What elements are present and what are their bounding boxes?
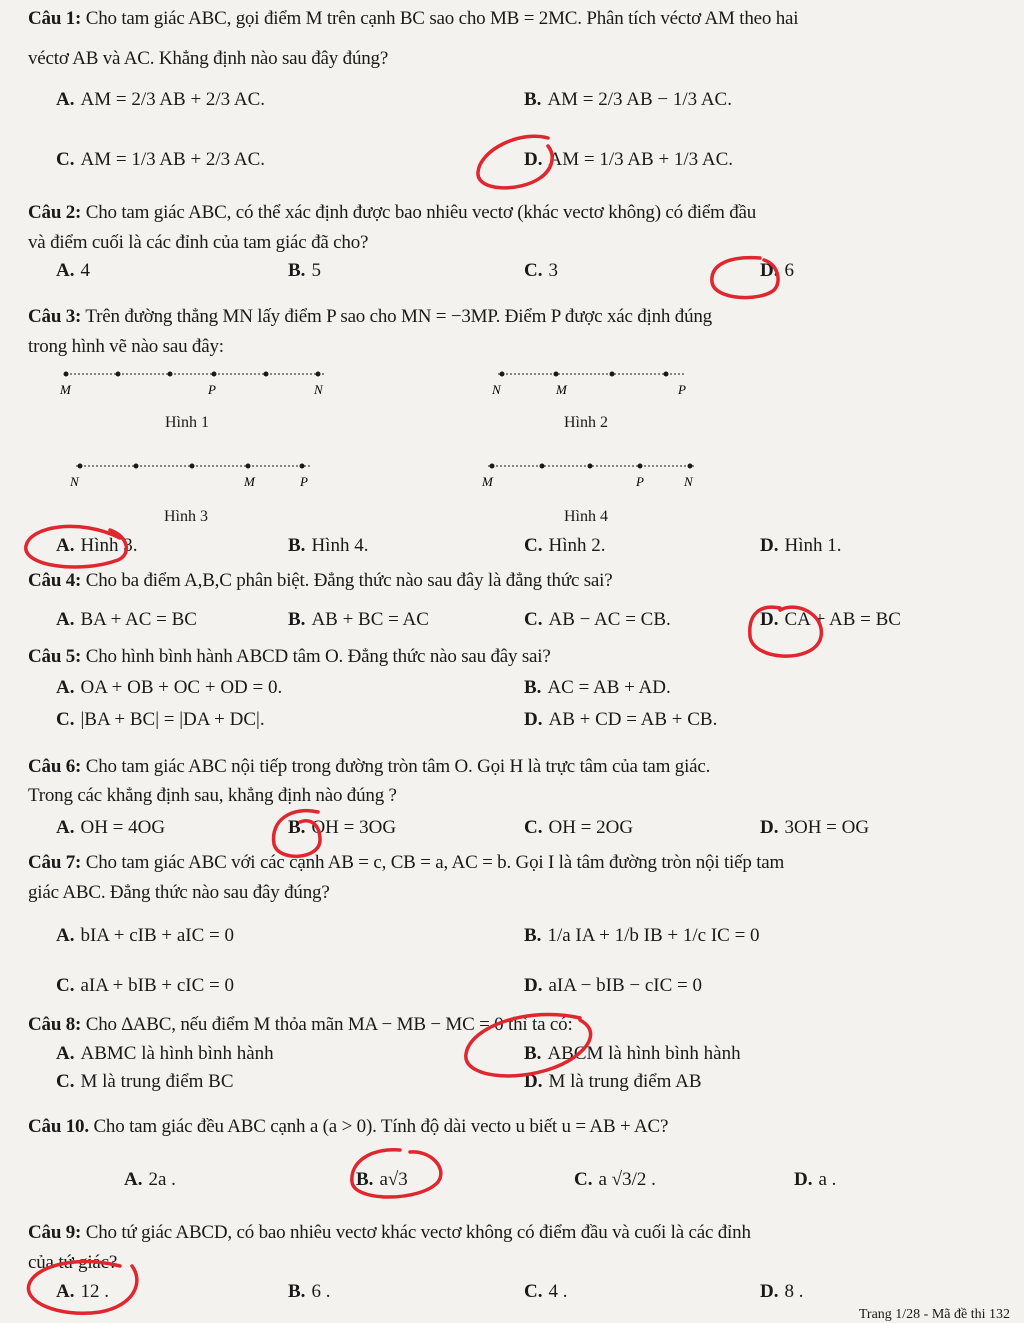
page-footer: Trang 1/28 - Mã đề thi 132 <box>858 1307 1010 1322</box>
option-text: a √3/2 . <box>598 1169 656 1190</box>
option-text: Hình 4. <box>311 535 369 556</box>
fig3-left-label: N <box>70 474 79 489</box>
q5-option-b[interactable] <box>524 674 671 702</box>
q2-option-b[interactable] <box>288 257 321 285</box>
option-letter: A. <box>56 925 75 946</box>
fig4-caption: Hình 4 <box>564 508 608 525</box>
option-text: a . <box>818 1169 837 1190</box>
q6-option-a[interactable] <box>56 814 165 842</box>
option-letter: C. <box>574 1169 593 1190</box>
option-letter: D. <box>794 1169 813 1190</box>
q7-option-c[interactable] <box>56 972 234 1000</box>
option-letter: A. <box>56 535 75 556</box>
fig3-caption: Hình 3 <box>164 508 208 525</box>
q10-label: Câu 10. <box>28 1116 89 1137</box>
option-text: 3OH = OG <box>784 817 870 838</box>
q1-option-c[interactable] <box>56 146 265 174</box>
option-text: OH = 4OG <box>80 817 166 838</box>
q2-option-c[interactable] <box>524 257 558 285</box>
option-letter: B. <box>524 89 542 110</box>
option-text: a√3 <box>379 1169 408 1190</box>
option-letter: B. <box>288 609 306 630</box>
option-letter: D. <box>760 609 779 630</box>
q3-option-d[interactable] <box>760 532 841 560</box>
option-letter: B. <box>356 1169 374 1190</box>
figure-4 <box>478 458 708 490</box>
option-text: 2a . <box>148 1169 176 1190</box>
q8-stem-line1 <box>28 1010 573 1040</box>
option-letter: C. <box>524 535 543 556</box>
option-letter: C. <box>524 817 543 838</box>
option-text: Hình 3. <box>80 535 138 556</box>
q8-option-b[interactable] <box>524 1040 741 1068</box>
option-letter: D. <box>524 709 543 730</box>
option-text: 4 <box>80 260 90 281</box>
q7-option-d[interactable] <box>524 972 702 1000</box>
option-letter: A. <box>56 260 75 281</box>
q10-option-d[interactable] <box>794 1166 836 1194</box>
option-letter: C. <box>524 1281 543 1302</box>
option-text: aIA + bIB + cIC = 0 <box>80 975 234 996</box>
option-text: 8 . <box>784 1281 804 1302</box>
q5-text1: Cho hình bình hành ABCD tâm O. Đẳng thức nào sau đây sai? <box>85 646 551 667</box>
option-letter: B. <box>524 677 542 698</box>
option-letter: D. <box>524 1071 543 1092</box>
option-letter: A. <box>56 677 75 698</box>
q3-text1: Trên đường thẳng MN lấy điểm P sao cho MN = −3MP. Điểm P được xác định đúng <box>85 306 712 327</box>
option-text: AM = 2/3 AB + 2/3 AC. <box>80 89 266 110</box>
option-letter: B. <box>288 535 306 556</box>
q2-text2: và điểm cuối là các đỉnh của tam giác đã cho? <box>28 232 369 253</box>
option-text: 1/a IA + 1/b IB + 1/c IC = 0 <box>547 925 760 946</box>
option-text: 6 <box>784 260 794 281</box>
option-letter: A. <box>56 609 75 630</box>
q10-text1: Cho tam giác đều ABC cạnh a (a > 0). Tính độ dài vecto u biết u = AB + AC? <box>93 1116 669 1137</box>
q1-stem-line2 <box>28 44 388 74</box>
option-letter: B. <box>524 925 542 946</box>
q9-option-a[interactable] <box>56 1278 109 1306</box>
option-letter: C. <box>56 1071 75 1092</box>
q1-option-b[interactable] <box>524 86 732 114</box>
q10-stem-line1 <box>28 1112 668 1142</box>
option-letter: A. <box>56 817 75 838</box>
q9-option-c[interactable] <box>524 1278 567 1306</box>
fig2-left-label: N <box>492 382 501 397</box>
q10-option-a[interactable] <box>124 1166 176 1194</box>
q2-text1: Cho tam giác ABC, có thể xác định được bao nhiêu vectơ (khác vectơ không) có điểm đầu <box>85 202 757 223</box>
option-text: AM = 1/3 AB + 2/3 AC. <box>80 149 266 170</box>
q9-stem-line1 <box>28 1218 751 1248</box>
q5-option-d[interactable] <box>524 706 717 734</box>
q3-text2: trong hình vẽ nào sau đây: <box>28 336 224 357</box>
q3-label: Câu 3: <box>28 306 82 327</box>
q7-stem-line1 <box>28 848 784 878</box>
q3-option-a[interactable] <box>56 532 137 560</box>
q4-option-c[interactable] <box>524 606 671 634</box>
option-text: 5 <box>311 260 321 281</box>
option-letter: B. <box>288 817 306 838</box>
option-letter: C. <box>524 609 543 630</box>
q3-option-c[interactable] <box>524 532 605 560</box>
option-letter: A. <box>56 89 75 110</box>
q6-label: Câu 6: <box>28 756 82 777</box>
option-letter: B. <box>524 1043 542 1064</box>
q5-label: Câu 5: <box>28 646 82 667</box>
option-letter: D. <box>760 535 779 556</box>
q5-option-a[interactable] <box>56 674 282 702</box>
q2-stem-line2 <box>28 228 368 258</box>
fig2-right-label: P <box>678 382 686 397</box>
option-text: AC = AB + AD. <box>547 677 671 698</box>
option-letter: A. <box>56 1043 75 1064</box>
option-letter: A. <box>124 1169 143 1190</box>
q6-option-c[interactable] <box>524 814 633 842</box>
q9-label: Câu 9: <box>28 1222 82 1243</box>
option-text: bIA + cIB + aIC = 0 <box>80 925 234 946</box>
fig1-left-label: M <box>60 382 71 397</box>
q10-option-b[interactable] <box>356 1166 408 1194</box>
q7-stem-line2 <box>28 878 330 908</box>
option-text: OH = 2OG <box>548 817 634 838</box>
fig4-left-label: M <box>482 474 493 489</box>
q5-stem-line1 <box>28 642 551 672</box>
option-text: AB − AC = CB. <box>548 609 671 630</box>
q6-stem-line1 <box>28 752 710 782</box>
fig3-right-label: P <box>300 474 308 489</box>
option-text: 12 . <box>80 1281 109 1302</box>
q9-option-b[interactable] <box>288 1278 330 1306</box>
option-text: M là trung điểm AB <box>548 1071 702 1092</box>
option-letter: D. <box>760 817 779 838</box>
option-letter: B. <box>288 1281 306 1302</box>
q1-option-a[interactable] <box>56 86 265 114</box>
q1-label: Câu 1: <box>28 8 82 29</box>
q6-option-d[interactable] <box>760 814 869 842</box>
option-text: 6 . <box>311 1281 331 1302</box>
option-text: OA + OB + OC + OD = 0. <box>80 677 283 698</box>
figure-3 <box>66 458 326 490</box>
q6-text1: Cho tam giác ABC nội tiếp trong đường tròn tâm O. Gọi H là trực tâm của tam giác. <box>85 756 711 777</box>
q2-label: Câu 2: <box>28 202 82 223</box>
fig4-mid-label: P <box>636 474 644 489</box>
q1-stem-line1 <box>28 4 798 34</box>
option-text: |BA + BC| = |DA + DC|. <box>80 709 265 730</box>
figure-1 <box>56 366 336 398</box>
option-letter: C. <box>56 709 75 730</box>
option-letter: D. <box>760 1281 779 1302</box>
option-text: AM = 2/3 AB − 1/3 AC. <box>547 89 732 110</box>
q1-option-d[interactable] <box>524 146 733 174</box>
q4-label: Câu 4: <box>28 570 82 591</box>
q8-text1: Cho ∆ABC, nếu điểm M thỏa mãn MA − MB − MC = 0 thì ta có: <box>85 1014 573 1035</box>
q8-option-a[interactable] <box>56 1040 274 1068</box>
option-text: AB + BC = AC <box>311 609 429 630</box>
q6-text2: Trong các khẳng định sau, khẳng định nào đúng ? <box>28 785 397 806</box>
q5-option-c[interactable] <box>56 706 265 734</box>
fig2-mid-label: M <box>556 382 567 397</box>
option-text: Hình 2. <box>548 535 606 556</box>
q7-option-b[interactable] <box>524 922 760 950</box>
option-text: Hình 1. <box>784 535 842 556</box>
q3-stem-line1 <box>28 302 712 332</box>
q9-stem-line2 <box>28 1248 117 1278</box>
option-text: M là trung điểm BC <box>80 1071 234 1092</box>
option-text: 4 . <box>548 1281 568 1302</box>
q8-label: Câu 8: <box>28 1014 82 1035</box>
q3-stem-line2 <box>28 332 224 362</box>
q8-option-d[interactable] <box>524 1068 702 1096</box>
q3-option-b[interactable] <box>288 532 368 560</box>
fig2-caption: Hình 2 <box>564 414 608 431</box>
option-text: AB + CD = AB + CB. <box>548 709 718 730</box>
q4-text1: Cho ba điểm A,B,C phân biệt. Đẳng thức nào sau đây là đẳng thức sai? <box>85 570 613 591</box>
q8-option-c[interactable] <box>56 1068 234 1096</box>
q7-text2: giác ABC. Đẳng thức nào sau đây đúng? <box>28 882 330 903</box>
q9-option-d[interactable] <box>760 1278 803 1306</box>
q2-option-d[interactable] <box>760 257 794 285</box>
fig3-mid-label: M <box>244 474 255 489</box>
option-text: CA + AB = BC <box>784 609 901 630</box>
q1-text2: véctơ AB và AC. Khẳng định nào sau đây đúng? <box>28 48 389 69</box>
option-letter: D. <box>524 975 543 996</box>
option-letter: D. <box>760 260 779 281</box>
q4-option-a[interactable] <box>56 606 197 634</box>
q1-text1: Cho tam giác ABC, gọi điểm M trên cạnh BC sao cho MB = 2MC. Phân tích véctơ AM theo hai <box>85 8 799 29</box>
q4-option-b[interactable] <box>288 606 429 634</box>
option-text: 3 <box>548 260 558 281</box>
q7-option-a[interactable] <box>56 922 234 950</box>
q6-option-b[interactable] <box>288 814 396 842</box>
option-text: ABCM là hình bình hành <box>547 1043 741 1064</box>
option-letter: B. <box>288 260 306 281</box>
option-text: OH = 3OG <box>311 817 397 838</box>
q2-option-a[interactable] <box>56 257 90 285</box>
q10-option-c[interactable] <box>574 1166 656 1194</box>
q7-label: Câu 7: <box>28 852 82 873</box>
option-text: AM = 1/3 AB + 1/3 AC. <box>548 149 734 170</box>
q6-stem-line2 <box>28 781 397 811</box>
option-letter: C. <box>56 975 75 996</box>
q9-text2: của tứ giác? <box>28 1252 118 1273</box>
fig4-right-label: N <box>684 474 693 489</box>
figure-2 <box>488 366 708 398</box>
fig1-mid-label: P <box>208 382 216 397</box>
q2-stem-line1 <box>28 198 756 228</box>
option-letter: D. <box>524 149 543 170</box>
option-letter: C. <box>56 149 75 170</box>
q7-text1: Cho tam giác ABC với các cạnh AB = c, CB = a, AC = b. Gọi I là tâm đường tròn nội tiếp tam <box>85 852 785 873</box>
option-text: aIA − bIB − cIC = 0 <box>548 975 702 996</box>
option-letter: A. <box>56 1281 75 1302</box>
q4-option-d[interactable] <box>760 606 901 634</box>
option-text: ABMC là hình bình hành <box>80 1043 274 1064</box>
q4-stem-line1 <box>28 566 612 596</box>
fig1-right-label: N <box>314 382 323 397</box>
q9-text1: Cho tứ giác ABCD, có bao nhiêu vectơ khác vectơ không có điểm đầu và cuối là các đỉnh <box>85 1222 751 1243</box>
option-text: BA + AC = BC <box>80 609 197 630</box>
option-letter: C. <box>524 260 543 281</box>
fig1-caption: Hình 1 <box>165 414 209 431</box>
